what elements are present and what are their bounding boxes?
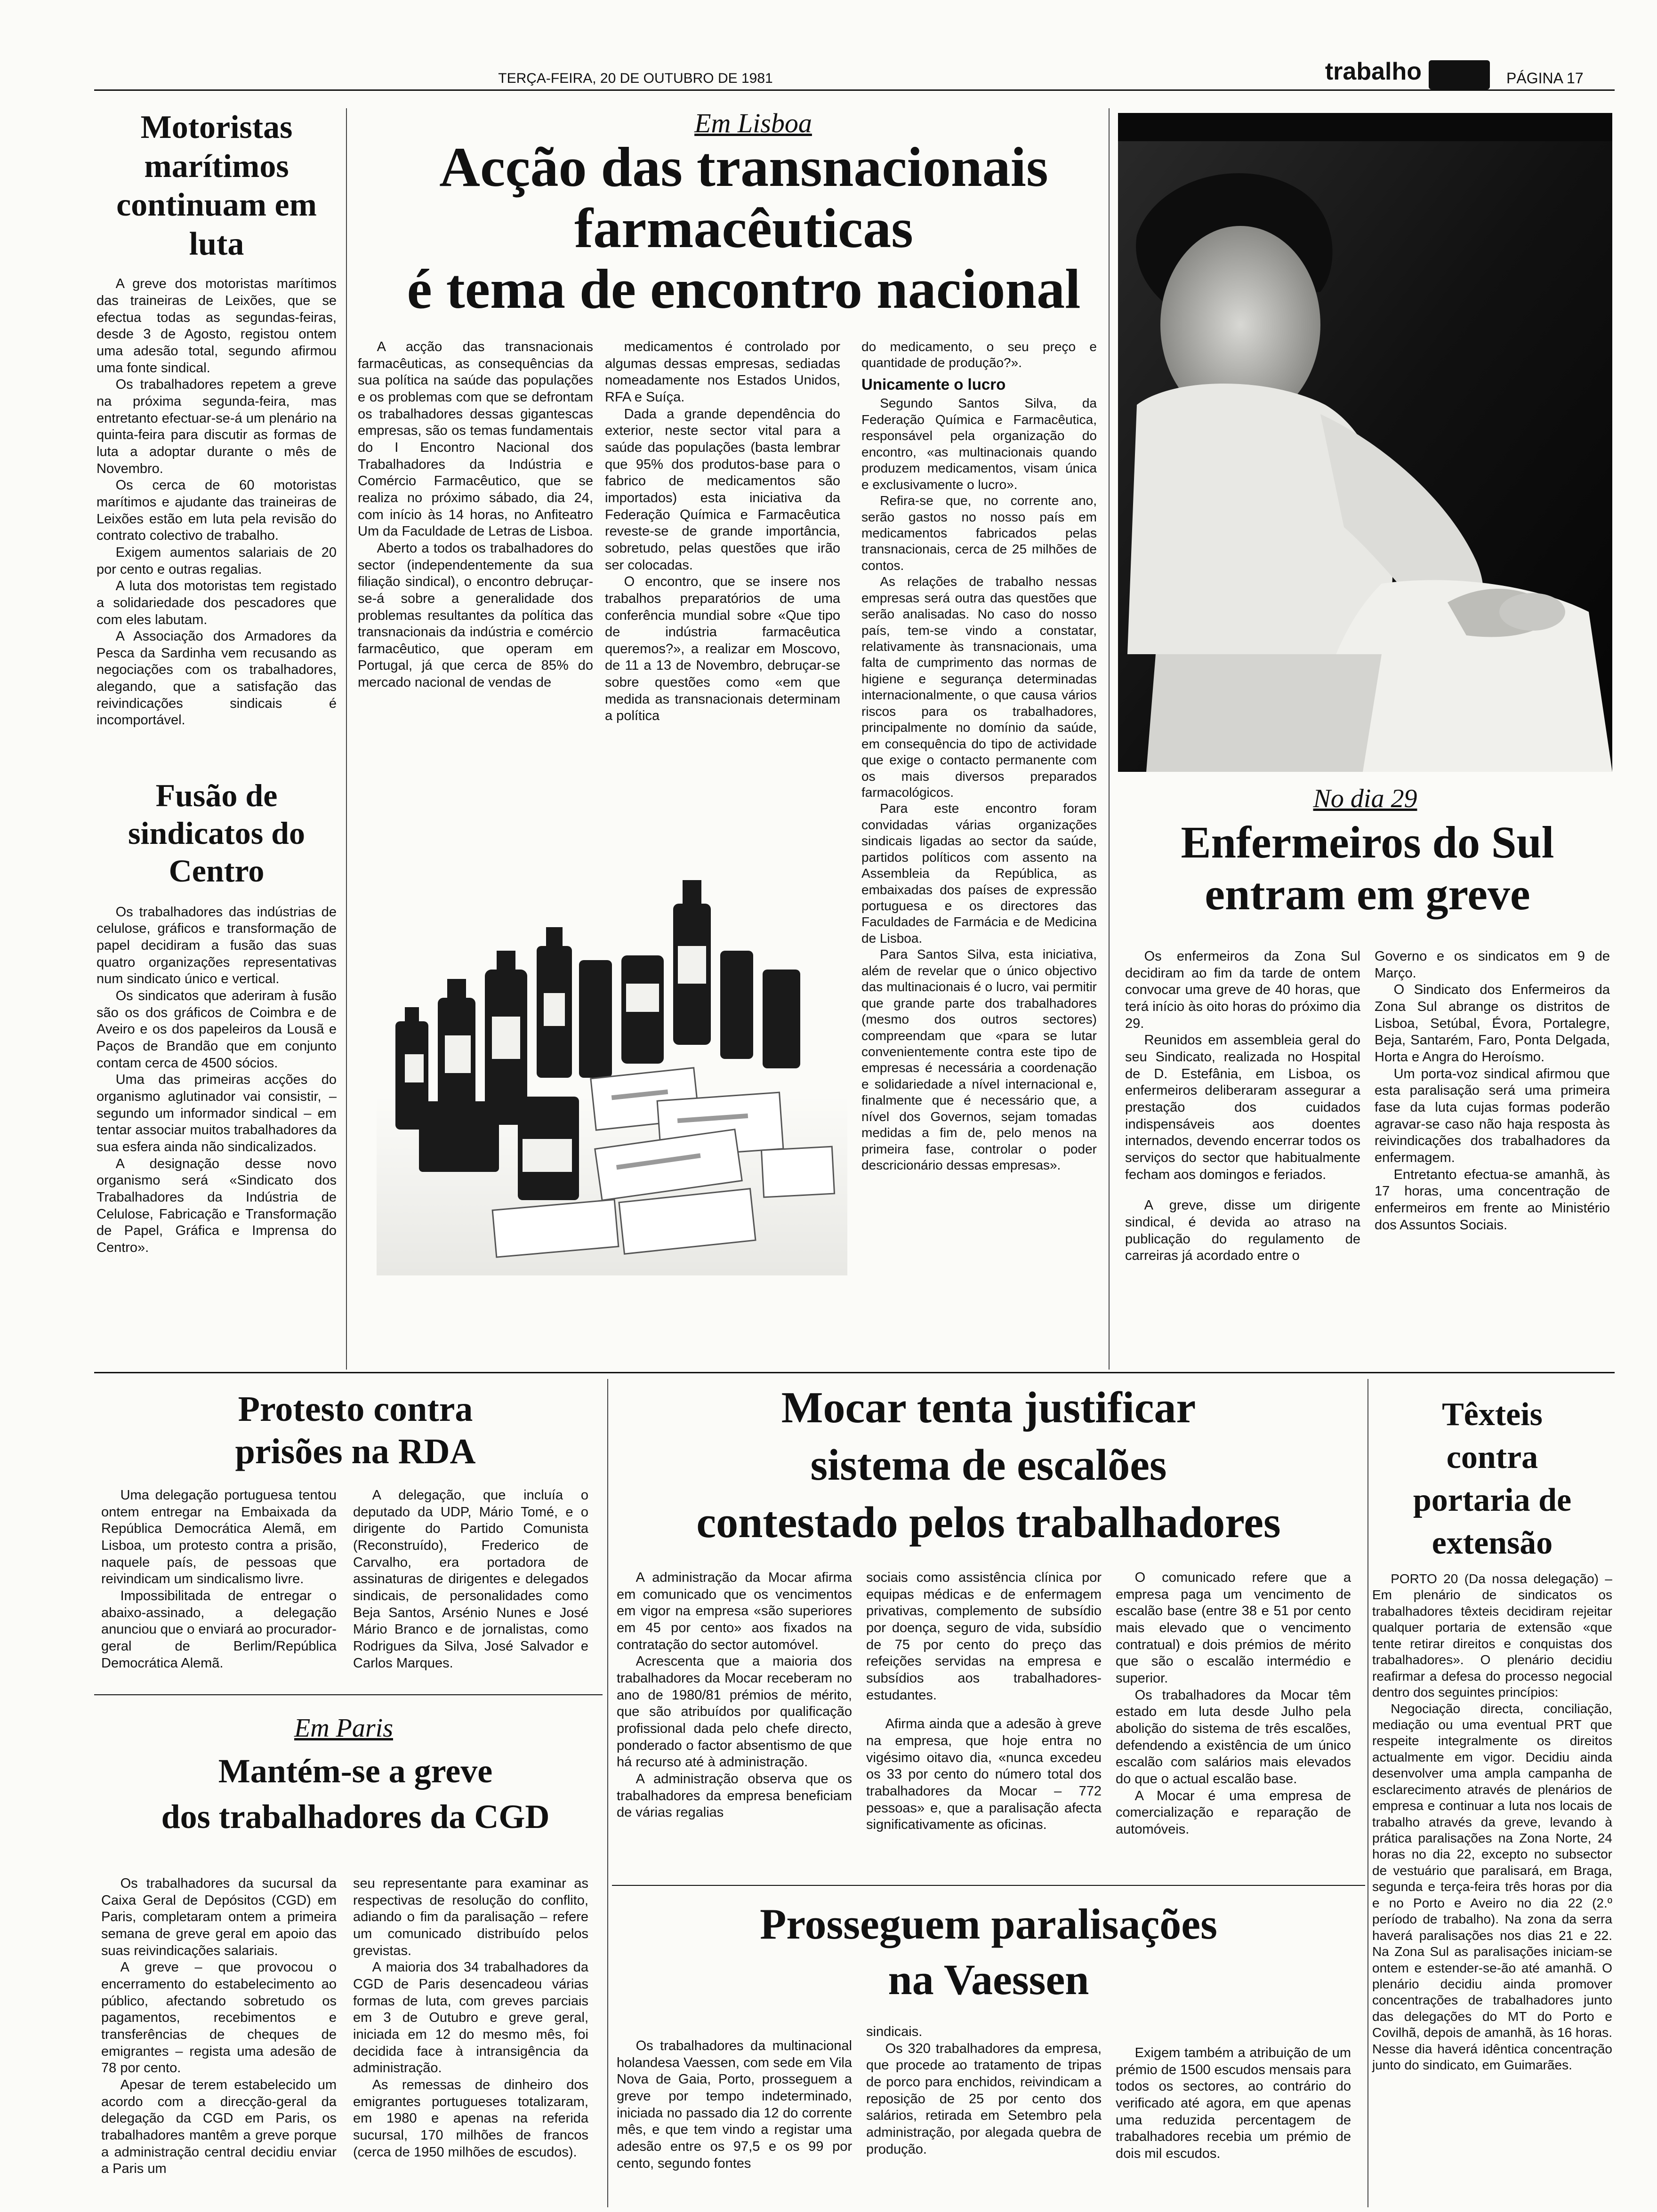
paragraph: Refira-se que, no corrente ano, serão gastos no nosso país em medicamentos fabricados pelas transnacionais, cerca de 25 milhões de contos. xyxy=(861,493,1097,573)
paragraph: A greve dos motoristas marítimos das traineiras de Leixões, que se efectua todas as segundas-feiras, desde 3 de Agosto, registou ontem uma adesão total, segundo afirmou uma fonte sindical. xyxy=(97,276,337,376)
vaessen-col1 xyxy=(617,2038,852,2172)
paragraph: Os trabalhadores repetem a greve na próxima segunda-feira, mas entretanto efectuar-se-á um plenário na quinta-feira para discutir as formas de luta a adoptar durante o mês de Novembro. xyxy=(97,377,337,476)
paragraph: Impossibilitada de entregar o abaixo-assinado, a delegação anunciou que o enviará ao procurador-geral de Berlim/República Democrática Alemã. xyxy=(101,1588,337,1671)
paragraph: Uma delegação portuguesa tentou ontem entregar na Embaixada da República Democrática Alemã, em Lisboa, um protesto contra a prisão, naquele país, de pessoas que reivindicam um sindicalismo livre. xyxy=(101,1488,337,1587)
paragraph: Os trabalhadores das indústrias de celulose, gráficos e transformação de papel decidiram a fusão das suas quatro organizações representativas num sindicato único e vertical. xyxy=(97,904,337,987)
title-line: Protesto contra xyxy=(238,1389,473,1429)
mocar-col3 xyxy=(1116,1570,1351,1838)
enfermeiros-kicker: No dia 29 xyxy=(1313,784,1417,813)
paragraph: Exigem também a atribuição de um prémio de 1500 escudos mensais para todos os sectores, ao contrário do verificado até agora, em que apenas uma reduzida percentagem de trabalhadores recebia um prémio de dois mil escudos. xyxy=(1116,2045,1351,2161)
cgd-title xyxy=(97,1748,614,1840)
nurse-photo xyxy=(1118,113,1612,772)
paragraph: do medicamento, o seu preço e quantidade de produção?». xyxy=(861,339,1097,370)
title-line: contestado pelos trabalhadores xyxy=(696,1498,1281,1547)
paragraph: A Associação dos Armadores da Pesca da Sardinha vem recusando as negociações com os trabalhadores, alegando, que a satisfação das reivindicações sindicais é incomportável. xyxy=(97,629,337,728)
title-line: na Vaessen xyxy=(888,1955,1089,2004)
paragraph: Para este encontro foram convidadas várias organizações sindicais ligadas ao sector da saúde, partidos políticos com assento na Assembleia da República, as embaixadas dos países de expressão portuguesa e os directores das Faculdades de Farmácia e de Medicina de Lisboa. xyxy=(861,801,1097,946)
title-line: sistema de escalões xyxy=(810,1441,1167,1490)
paragraph: Entretanto efectua-se amanhã, às 17 horas, uma concentração de enfermeiros em frente ao Ministério dos Assuntos Sociais. xyxy=(1375,1167,1610,1233)
paragraph: Governo e os sindicatos em 9 de Março. xyxy=(1375,949,1610,981)
paragraph: Negociação directa, conciliação, mediação ou uma eventual PRT que respeite integralmente os direitos actualmente em vigor. Decidiu ainda desenvolver uma ampla campanha de esclarecimento através de plenários de empresa e continuar a luta nos locais de trabalho através da greve, levando à prática paralisações na Zona Norte, 24 horas no dia 22, excepto no subsector de vestuário que paralisará, em Braga, segunda e terça-feira três horas por dia e no Porto e Aveiro no dia 22 (2.º período de trabalho). Na zona da serra haverá paralisações nos dias 21 e 22. Na Zona Sul as paralisações iniciam-se ontem e estender-se-ão até amanhã. O plenário decidiu ainda promover concentrações de trabalhadores junto das delegações do MT do Porto e Covilhã, depois de amanhã, às 16 horas. Nesse dia haverá idêntica concentração junto do sindicato, em Guimarães. xyxy=(1372,1701,1612,2073)
paragraph: As remessas de dinheiro dos emigrantes portugueses totalizaram, em 1980 e apenas na referida sucursal, 170 milhões de francos (cerca de 1950 milhões de escudos). xyxy=(353,2077,588,2160)
vaessen-col2 xyxy=(866,2024,1102,2158)
paragraph: Um porta-voz sindical afirmou que esta paralisação será uma primeira fase da luta cujas formas poderão agravar-se caso não haja resposta às reivindicações dos trabalhadores da enfermagem. xyxy=(1375,1066,1610,1165)
paragraph: sindicais. xyxy=(866,2024,923,2039)
paragraph: O encontro, que se insere nos trabalhos preparatórios de uma conferência mundial sobre «Que tipo de indústria farmacêutica queremos?», a realizar em Moscovo, de 11 a 13 de Novembro, debruçar-se sobre questões como «em que medida as transnacionais determinam a política xyxy=(605,574,840,724)
paragraph: A designação desse novo organismo será «Sindicato dos Trabalhadores da Indústria de Celulose, Fabricação e Transformação de Papel, Gráfica e Imprensa do Centro». xyxy=(97,1156,337,1255)
transnacionais-title xyxy=(358,136,1130,320)
title-line: Mocar tenta justificar xyxy=(781,1383,1196,1432)
paragraph: Exigem aumentos salariais de 20 por cento e outras regalias. xyxy=(97,545,337,577)
masthead-date: TERÇA-FEIRA, 20 DE OUTUBRO DE 1981 xyxy=(498,71,773,86)
rda-rule xyxy=(94,1694,603,1695)
column-rule-left xyxy=(346,108,347,1370)
medicines-photo-image xyxy=(377,875,847,1275)
mocar-rule xyxy=(612,1885,1365,1886)
paragraph: Afirma ainda que a adesão à greve na empresa, que hoje entra no vigésimo oitavo dia, «nunca excedeu os 33 por cento do número total dos trabalhadores da Mocar – 772 pessoas» e, que a paralisação afecta significativamente as oficinas. xyxy=(866,1716,1102,1833)
paragraph: A greve, disse um dirigente sindical, é devida ao atraso na publicação do regulamento de carreiras já acordado entre o xyxy=(1125,1198,1360,1264)
section-name: trabalho xyxy=(1325,58,1422,85)
paragraph: A acção das transnacionais farmacêuticas, as consequências da sua política na saúde das populações e os problemas com que se defrontam os trabalhadores dessas gigantescas empresas, são os temas fundamentais do I Encontro Nacional dos Trabalhadores da Indústria e Comércio Farmacêutico, que se realiza no próximo sábado, dia 24, com início às 14 horas, no Anfiteatro Um da Faculdade de Letras de Lisboa. xyxy=(358,339,593,539)
paragraph: Os trabalhadores da Mocar têm estado em luta desde Julho pela abolição do sistema de três escalões, defendendo a existência de um único escalão com salários mais elevados do que o actual escalão base. xyxy=(1116,1687,1351,1787)
mocar-title xyxy=(612,1379,1365,1552)
rda-col1 xyxy=(101,1487,337,1672)
paragraph: Os enfermeiros da Zona Sul decidiram ao fim da tarde de ontem convocar uma greve de 40 horas, que terá início às oito horas do próximo dia 29. xyxy=(1125,949,1360,1031)
cgd-kicker: Em Paris xyxy=(294,1714,393,1743)
enfermeiros-title xyxy=(1120,817,1615,921)
column-rule-middle xyxy=(1109,108,1110,1370)
paragraph: O Sindicato dos Enfermeiros da Zona Sul abrange os distritos de Lisboa, Setúbal, Évora, Portalegre, Beja, Santarém, Faro, Ponta Delgada, Horta e Angra do Heroísmo. xyxy=(1375,982,1610,1065)
transnacionais-kicker: Em Lisboa xyxy=(694,108,812,138)
paragraph: A maioria dos 34 trabalhadores da CGD de Paris desencadeou várias formas de luta, com greves parciais em 3 de Outubro e greve geral, iniciada em 12 do mesmo mês, foi decidida face à intransigência da administração. xyxy=(353,1960,588,2076)
fusao-article xyxy=(97,777,337,1256)
transnacionais-col2 xyxy=(605,339,840,725)
paragraph: Acrescenta que a maioria dos trabalhadores da Mocar receberam no ano de 1980/81 prémios de mérito, que são atribuídos por qualificação profissional dada pelo chefe directo, ponderado o factor absentismo de que há recurso até à administração. xyxy=(617,1654,852,1770)
paragraph: Aberto a todos os trabalhadores do sector (independentemente da sua filiação sindical), o encontro debruçar-se-á sobre a generalidade dos problemas resultantes da política das transnacionais da indústria e comércio farmacêutico, que operam em Portugal, já que cerca de 85% do mercado nacional de vendas de xyxy=(358,540,593,690)
enfermeiros-col1 xyxy=(1125,948,1360,1265)
page-number: PÁGINA 17 xyxy=(1506,70,1584,87)
paragraph: seu representante para examinar as respectivas de resolução do conflito, adiando o fim da paralisação – refere um comunicado distribuído pelos grevistas. xyxy=(353,1876,588,1958)
mocar-col2 xyxy=(866,1570,1102,1834)
masthead-rule xyxy=(94,89,1615,91)
title-line: é tema de encontro nacional xyxy=(407,257,1081,321)
section-logo-icon xyxy=(1429,60,1490,89)
motoristas-article xyxy=(97,108,337,729)
paragraph: Os 320 trabalhadores da empresa, que procede ao tratamento de tripas de porco para enchidos, reivindicam a reposição de 25 por cento dos salários, retirada em Setembro pela administração, por alegada quebra de produção. xyxy=(866,2041,1102,2157)
paragraph: Os trabalhadores da multinacional holandesa Vaessen, com sede em Vila Nova de Gaia, Porto, prosseguem a greve por tempo indeterminado, iniciada no passado dia 12 do corrente mês, e que tem vindo a registar uma adesão entre os 97,5 e os 99 por cento, segundo fontes xyxy=(617,2038,852,2171)
paragraph: A administração observa que os trabalhadores da empresa beneficiam de várias regalias xyxy=(617,1771,852,1820)
title-line: Prosseguem paralisações xyxy=(760,1900,1217,1948)
title-line: entram em greve xyxy=(1205,869,1530,920)
rda-title xyxy=(97,1388,614,1473)
paragraph: Os cerca de 60 motoristas marítimos e ajudante das traineiras de Leixões estão em luta pela revisão do contrato colectivo de trabalho. xyxy=(97,478,337,544)
paragraph: medicamentos é controlado por algumas dessas empresas, sediadas nomeadamente nos Estados Unidos, RFA e Suíça. xyxy=(605,339,840,405)
paragraph: O comunicado refere que a empresa paga um vencimento de escalão base (entre 38 e 51 por cento mais elevado que o vencimento contratual) e dois prémios de mérito que são o escalão intermédio e superior. xyxy=(1116,1570,1351,1686)
paragraph: PORTO 20 (Da nossa delegação) – Em plenário de sindicatos os trabalhadores têxteis decidiram rejeitar qualquer portaria de extensão «que tente retirar direitos e conquistas dos trabalhadores». O plenário decidiu reafirmar a defesa do processo negocial dentro dos seguintes princípios: xyxy=(1372,1571,1612,1700)
fusao-title: Fusão de sindicatos do Centro xyxy=(128,777,305,889)
paragraph: Para Santos Silva, esta iniciativa, além de revelar que o único objectivo das multinacionais é o lucro, vai permitir que grande parte dos trabalhadores (mesmo dos outros sectores) compreendam que «para se lutar convenientemente contra este tipo de empresas é necessária a coordenação e solidariedade a nível internacional e, finalmente que é necessário que, a nível dos Governos, sejam tomadas medidas a fim de, pelo menos na primeira fase, controlar o poder descricionário dessas empresas». xyxy=(861,947,1097,1173)
motoristas-title: Motoristas marítimos continuam em luta xyxy=(116,109,317,262)
cgd-col1 xyxy=(101,1875,337,2178)
paragraph: Os trabalhadores da sucursal da Caixa Geral de Depósitos (CGD) em Paris, completaram ontem a primeira semana de greve geral em apoio das suas reivindicações salariais. xyxy=(101,1876,337,1958)
title-line: prisões na RDA xyxy=(235,1431,476,1471)
cgd-col2 xyxy=(353,1875,588,2161)
transnacionais-col3 xyxy=(861,339,1097,1173)
paragraph: Dada a grande dependência do exterior, neste sector vital para a saúde das populações (basta lembrar que 95% dos produtos-base para o fabrico de medicamentos são importados) esta iniciativa da Federação Química e Farmacêutica reveste-se de grande importância, sobretudo, pelas questões que irão ser colocadas. xyxy=(605,406,840,573)
section-rule xyxy=(94,1372,1615,1373)
texteis-article xyxy=(1372,1393,1612,2074)
paragraph: A Mocar é uma empresa de comercialização e reparação de automóveis. xyxy=(1116,1788,1351,1837)
paragraph: Os sindicatos que aderiram à fusão são os dos gráficos de Coimbra e de Aveiro e os dos papeleiros da Lousã e Paços de Brandão que em conjunto contam cerca de 4500 sócios. xyxy=(97,988,337,1071)
transnacionais-col1 xyxy=(358,339,593,691)
column-rule-bottom-left xyxy=(607,1379,608,2207)
fusao-body xyxy=(97,904,337,1257)
motoristas-body xyxy=(97,276,337,729)
texteis-body xyxy=(1372,1571,1612,2074)
paragraph: Uma das primeiras acções do organismo aglutinador vai consistir, – segundo um informador sindical – em tentar associar muitos trabalhadores da sua esfera ainda não sindicalizados. xyxy=(97,1072,337,1154)
paragraph: Segundo Santos Silva, da Federação Química e Farmacêutica, responsável pela organização do encontro, «as multinacionais quando produzem medicamentos, visam única e exclusivamente o lucro». xyxy=(861,396,1097,492)
paragraph: A greve – que provocou o encerramento do estabelecimento ao público, afectando sobretudo os pagamentos, recebimentos e transferências de cheques de emigrantes – regista uma adesão de 78 por cento. xyxy=(101,1960,337,2076)
rda-col2 xyxy=(353,1487,588,1672)
nurse-photo-image xyxy=(1118,113,1612,772)
paragraph: Reunidos em assembleia geral do seu Sindicato, realizada no Hospital de D. Estefânia, em Lisboa, os enfermeiros deliberaram assegurar a prestação dos cuidados indispensáveis aos doentes internados, devendo encerrar todos os serviços do sector que habitualmente fecham aos domingos e feriados. xyxy=(1125,1033,1360,1182)
title-line: Mantém-se a greve xyxy=(218,1752,493,1790)
paragraph: A administração da Mocar afirma em comunicado que os vencimentos em vigor na empresa «são superiores em 45 por cento» aos fixados na contratação do sector automóvel. xyxy=(617,1570,852,1652)
column-rule-bottom-right xyxy=(1367,1379,1368,2207)
title-line: farmacêuticas xyxy=(574,196,913,259)
vaessen-col3 xyxy=(1116,2045,1351,2163)
vaessen-title xyxy=(612,1897,1365,2008)
mocar-col1 xyxy=(617,1570,852,1821)
texteis-title: Têxteis contra portaria de extensão xyxy=(1413,1396,1572,1561)
title-line: dos trabalhadores da CGD xyxy=(161,1798,550,1836)
title-line: Enfermeiros do Sul xyxy=(1181,817,1554,867)
paragraph: As relações de trabalho nessas empresas será outra das questões que serão analisadas. No caso do nosso país, tem-se vindo a constatar, relativamente às transnacionais, uma falta de cumprimento das normas de higiene e segurança determinadas internacionalmente, o que causa vários riscos para os trabalhadores, principalmente no domínio da saúde, em consequência do tipo de actividade que exige o contacto permanente com os mais diversos preparados farmacológicos. xyxy=(861,574,1097,800)
enfermeiros-col2 xyxy=(1375,948,1610,1234)
paragraph: A delegação, que incluía o deputado da UDP, Mário Tomé, e o dirigente do Partido Comunista (Reconstruído), Frederico de Carvalho, era portadora de assinaturas de dirigentes e delegados sindicais, de personalidades como Beja Santos, Arsénio Nunes e José Mário Branco e de jornalistas, como Rodrigues da Silva, José Salvador e Carlos Marques. xyxy=(353,1488,588,1671)
paragraph: sociais como assistência clínica por equipas médicas e de enfermagem privativas, complemento de subsídio por doença, seguro de vida, subsídio de 75 por cento do preço das refeições servidas na empresa e subsídios aos trabalhadores-estudantes. xyxy=(866,1570,1102,1703)
paragraph: Apesar de terem estabelecido um acordo com a direcção-geral da delegação da CGD em Paris, os trabalhadores mantêm a greve porque a administração central decidiu enviar a Paris um xyxy=(101,2077,337,2177)
subhead-unicamente: Unicamente o lucro xyxy=(861,375,1006,393)
medicines-photo xyxy=(377,875,847,1275)
title-line: Acção das transnacionais xyxy=(439,136,1048,198)
paragraph: A luta dos motoristas tem registado a solidariedade dos pescadores que com eles labutam. xyxy=(97,578,337,627)
